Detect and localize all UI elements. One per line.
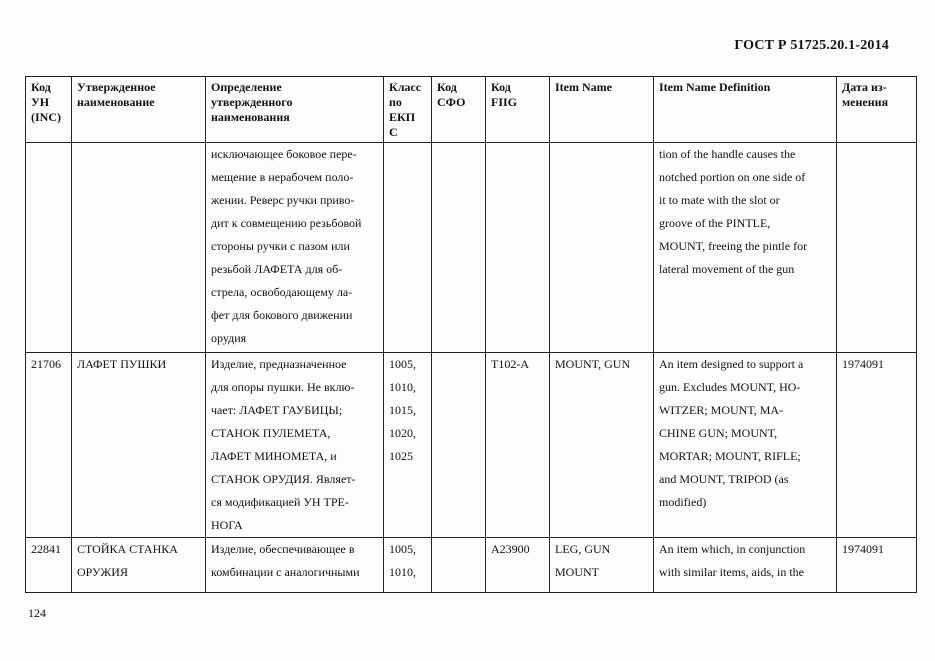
cell-line: Изделие, обеспечивающее в: [211, 542, 355, 556]
cell-line: 1010,: [389, 380, 416, 394]
col-approved-name-cell: [72, 353, 206, 538]
cell-line: ся модификацией УН ТРЕ-: [211, 495, 349, 509]
cell-line: T102-A: [491, 357, 529, 371]
cell-line: СТАНОК ПУЛЕМЕТА,: [211, 426, 331, 440]
col-class-cell: [384, 143, 432, 353]
header-line: Код: [437, 80, 457, 94]
header-line: С: [389, 125, 398, 139]
col-approved-name-header: [72, 77, 206, 143]
header-line: по: [389, 95, 402, 109]
cell-line: WITZER; MOUNT, MA-: [659, 403, 784, 417]
header-line: ЕКП: [389, 110, 416, 124]
cell-line: A23900: [491, 542, 530, 556]
table-row: [26, 538, 917, 593]
col-class-header: [384, 77, 432, 143]
cell-line: CHINE GUN; MOUNT,: [659, 426, 778, 440]
cell-line: ЛАФЕТ ПУШКИ: [77, 357, 167, 371]
cell-line: groove of the PINTLE,: [659, 216, 771, 230]
header-line: Код: [31, 80, 51, 94]
col-date-header: [837, 77, 917, 143]
col-fiig-header: [486, 77, 550, 143]
col-item-definition-header: [654, 77, 837, 143]
cell-line: MOUNT, GUN: [555, 357, 631, 371]
cell-line: lateral movement of the gun: [659, 262, 795, 276]
header-line: Item Name: [555, 80, 612, 94]
cell-line: 1025: [389, 449, 413, 463]
cell-line: стрела, освободающему ла-: [211, 285, 353, 299]
col-fiig-cell: [486, 143, 550, 353]
cell-line: для опоры пушки. Не вклю-: [211, 380, 355, 394]
col-item-name-header: [550, 77, 654, 143]
table-body: [26, 143, 917, 593]
col-sfo-cell: [432, 143, 486, 353]
table-row: [26, 353, 917, 538]
col-date-cell: [837, 538, 917, 593]
cell-line: An item designed to support a: [659, 357, 804, 371]
cell-line: MOUNT, freeing the pintle for: [659, 239, 808, 253]
cell-line: чает: ЛАФЕТ ГАУБИЦЫ;: [211, 403, 343, 417]
cell-line: СТОЙКА СТАНКА: [77, 542, 178, 556]
cell-line: ОРУЖИЯ: [77, 565, 128, 579]
cell-line: 1020,: [389, 426, 416, 440]
table-row: [26, 143, 917, 353]
cell-line: LEG, GUN: [555, 542, 611, 556]
header-line: (INC): [31, 110, 61, 124]
col-approved-name-cell: [72, 143, 206, 353]
col-sfo-cell: [432, 538, 486, 593]
cell-line: MOUNT: [555, 565, 599, 579]
header-line: Код: [491, 80, 511, 94]
col-item-definition-cell: [654, 538, 837, 593]
header-line: Item Name Definition: [659, 80, 771, 94]
col-definition-cell: [206, 143, 384, 353]
cell-line: 21706: [31, 357, 61, 371]
header-line: наименования: [211, 110, 290, 124]
cell-line: резьбой ЛАФЕТА для об-: [211, 262, 343, 276]
col-definition-header: [206, 77, 384, 143]
cell-line: 22841: [31, 542, 61, 556]
cell-line: modified): [659, 495, 707, 509]
table-header-row: [26, 77, 917, 143]
cell-line: gun. Excludes MOUNT, HO-: [659, 380, 801, 394]
col-date-cell: [837, 143, 917, 353]
cell-line: 1010,: [389, 565, 416, 579]
cell-line: дит к совмещению резьбовой: [211, 216, 362, 230]
header-line: утвержденного: [211, 95, 293, 109]
cell-line: орудия: [211, 331, 247, 345]
header-line: Класс: [389, 80, 422, 94]
col-inc-cell: [26, 353, 72, 538]
header-line: СФО: [437, 95, 466, 109]
nomenclature-table: [25, 76, 917, 593]
col-item-name-cell: [550, 353, 654, 538]
cell-line: 1974091: [842, 542, 884, 556]
col-definition-cell: [206, 538, 384, 593]
document-standard-header: ГОСТ Р 51725.20.1-2014: [734, 38, 889, 53]
col-approved-name-cell: [72, 538, 206, 593]
cell-line: tion of the handle causes the: [659, 147, 796, 161]
col-inc-cell: [26, 143, 72, 353]
cell-line: MORTAR; MOUNT, RIFLE;: [659, 449, 801, 463]
cell-line: комбинации с аналогичными: [211, 565, 360, 579]
col-item-name-cell: [550, 538, 654, 593]
col-date-cell: [837, 353, 917, 538]
col-definition-cell: [206, 353, 384, 538]
header-line: наименование: [77, 95, 155, 109]
cell-line: СТАНОК ОРУДИЯ. Являет-: [211, 472, 356, 486]
cell-line: мещение в нерабочем поло-: [211, 170, 354, 184]
col-class-cell: [384, 538, 432, 593]
cell-line: and MOUNT, TRIPOD (as: [659, 472, 789, 486]
cell-line: стороны ручки с пазом или: [211, 239, 350, 253]
col-item-name-cell: [550, 143, 654, 353]
col-sfo-cell: [432, 353, 486, 538]
col-inc-header: [26, 77, 72, 143]
header-line: Утвержденное: [77, 80, 156, 94]
cell-line: 1005,: [389, 357, 416, 371]
cell-line: 1015,: [389, 403, 416, 417]
cell-line: notched portion on one side of: [659, 170, 806, 184]
cell-line: An item which, in conjunction: [659, 542, 806, 556]
col-inc-cell: [26, 538, 72, 593]
cell-line: with similar items, aids, in the: [659, 565, 804, 579]
col-fiig-cell: [486, 353, 550, 538]
cell-line: 1974091: [842, 357, 884, 371]
cell-line: исключающее боковое пере-: [211, 147, 357, 161]
cell-line: 1005,: [389, 542, 416, 556]
header-line: Дата из-: [842, 80, 887, 94]
col-sfo-header: [432, 77, 486, 143]
cell-line: НОГА: [211, 518, 243, 532]
col-item-definition-cell: [654, 353, 837, 538]
cell-line: жении. Реверс ручки приво-: [211, 193, 355, 207]
col-fiig-cell: [486, 538, 550, 593]
header-line: УН: [31, 95, 50, 109]
cell-line: ЛАФЕТ МИНОМЕТА, и: [211, 449, 337, 463]
col-class-cell: [384, 353, 432, 538]
page-number: 124: [28, 606, 46, 620]
col-item-definition-cell: [654, 143, 837, 353]
cell-line: Изделие, предназначенное: [211, 357, 347, 371]
header-line: менения: [842, 95, 889, 109]
cell-line: фет для бокового движении: [211, 308, 353, 322]
header-line: FIIG: [491, 95, 518, 109]
header-line: Определение: [211, 80, 282, 94]
cell-line: it to mate with the slot or: [659, 193, 780, 207]
